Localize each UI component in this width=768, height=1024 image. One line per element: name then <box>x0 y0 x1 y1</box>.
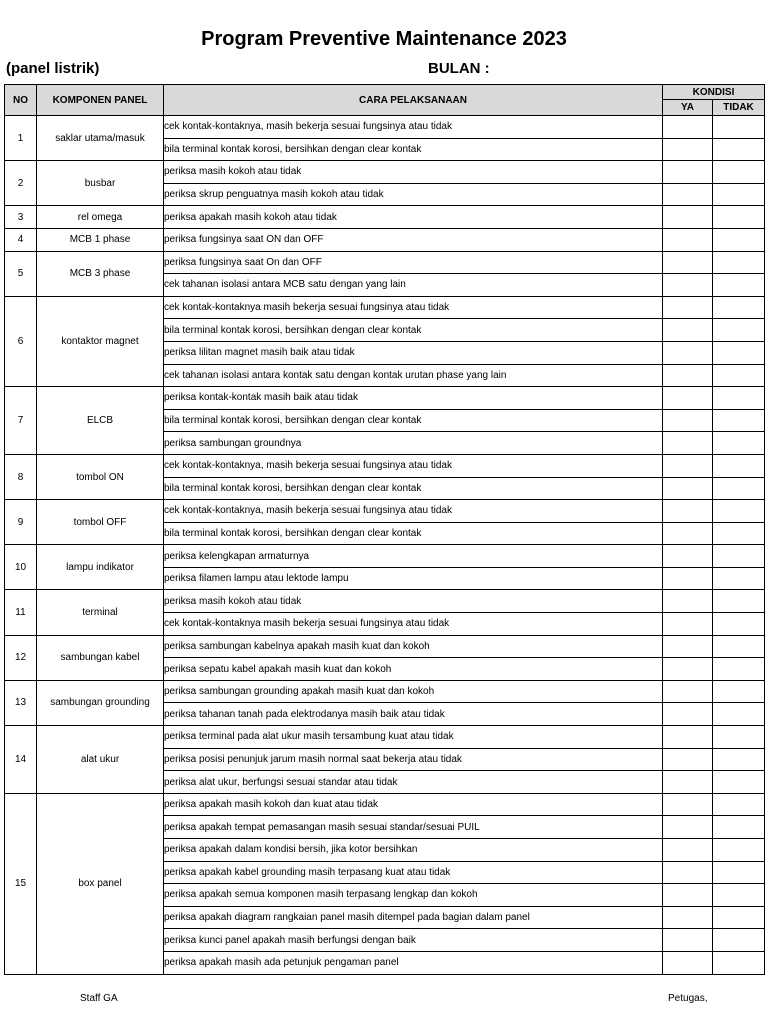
cell-cara-pelaksanaan: cek tahanan isolasi antara kontak satu dengan kontak urutan phase yang lain <box>164 364 663 387</box>
cell-kondisi-tidak[interactable] <box>713 454 765 477</box>
table-row <box>5 387 765 410</box>
cell-kondisi-ya[interactable] <box>663 816 713 839</box>
cell-kondisi-ya[interactable] <box>663 839 713 862</box>
cell-kondisi-ya[interactable] <box>663 477 713 500</box>
cell-cara-pelaksanaan: cek kontak-kontaknya masih bekerja sesuai fungsinya atau tidak <box>164 296 663 319</box>
header-kondisi: KONDISI <box>663 85 765 100</box>
header-cara: CARA PELAKSANAAN <box>164 85 663 116</box>
cell-kondisi-tidak[interactable] <box>713 161 765 184</box>
cell-cara-pelaksanaan: periksa kontak-kontak masih baik atau tidak <box>164 387 663 410</box>
cell-kondisi-tidak[interactable] <box>713 500 765 523</box>
cell-no: 10 <box>5 545 37 590</box>
table-row <box>5 726 765 749</box>
cell-cara-pelaksanaan: cek tahanan isolasi antara MCB satu dengan yang lain <box>164 274 663 297</box>
cell-cara-pelaksanaan: periksa lilitan magnet masih baik atau tidak <box>164 341 663 364</box>
cell-kondisi-ya[interactable] <box>663 161 713 184</box>
cell-kondisi-ya[interactable] <box>663 409 713 432</box>
cell-kondisi-ya[interactable] <box>663 793 713 816</box>
cell-kondisi-tidak[interactable] <box>713 567 765 590</box>
bulan-label: BULAN : <box>428 60 490 77</box>
table-row <box>5 793 765 816</box>
cell-kondisi-ya[interactable] <box>663 454 713 477</box>
cell-cara-pelaksanaan: periksa apakah dalam kondisi bersih, jika kotor bersihkan <box>164 839 663 862</box>
table-header <box>5 85 765 116</box>
cell-cara-pelaksanaan: cek kontak-kontaknya masih bekerja sesuai fungsinya atau tidak <box>164 613 663 636</box>
cell-kondisi-tidak[interactable] <box>713 387 765 410</box>
cell-kondisi-tidak[interactable] <box>713 816 765 839</box>
cell-cara-pelaksanaan: periksa apakah kabel grounding masih terpasang kuat atau tidak <box>164 861 663 884</box>
table-row <box>5 228 765 251</box>
cell-kondisi-tidak[interactable] <box>713 771 765 794</box>
cell-cara-pelaksanaan: periksa apakah diagram rangkaian panel masih ditempel pada bagian dalam panel <box>164 906 663 929</box>
cell-komponen: kontaktor magnet <box>37 296 164 386</box>
cell-kondisi-tidak[interactable] <box>713 251 765 274</box>
cell-kondisi-tidak[interactable] <box>713 409 765 432</box>
cell-kondisi-tidak[interactable] <box>713 477 765 500</box>
cell-kondisi-tidak[interactable] <box>713 884 765 907</box>
cell-kondisi-ya[interactable] <box>663 658 713 681</box>
cell-komponen: busbar <box>37 161 164 206</box>
cell-kondisi-tidak[interactable] <box>713 206 765 229</box>
cell-kondisi-tidak[interactable] <box>713 680 765 703</box>
cell-komponen: terminal <box>37 590 164 635</box>
cell-cara-pelaksanaan: periksa masih kokoh atau tidak <box>164 161 663 184</box>
cell-komponen: saklar utama/masuk <box>37 116 164 161</box>
cell-cara-pelaksanaan: cek kontak-kontaknya, masih bekerja sesuai fungsinya atau tidak <box>164 500 663 523</box>
cell-kondisi-ya[interactable] <box>663 183 713 206</box>
cell-kondisi-ya[interactable] <box>663 251 713 274</box>
cell-kondisi-tidak[interactable] <box>713 929 765 952</box>
cell-cara-pelaksanaan: bila terminal kontak korosi, bersihkan dengan clear kontak <box>164 477 663 500</box>
cell-cara-pelaksanaan: periksa sambungan groundnya <box>164 432 663 455</box>
cell-komponen: tombol OFF <box>37 500 164 545</box>
cell-kondisi-tidak[interactable] <box>713 613 765 636</box>
cell-kondisi-ya[interactable] <box>663 432 713 455</box>
cell-kondisi-tidak[interactable] <box>713 726 765 749</box>
footer-staff-ga: Staff GA <box>80 993 118 1004</box>
cell-kondisi-tidak[interactable] <box>713 951 765 974</box>
cell-kondisi-ya[interactable] <box>663 567 713 590</box>
cell-kondisi-tidak[interactable] <box>713 183 765 206</box>
cell-cara-pelaksanaan: periksa masih kokoh atau tidak <box>164 590 663 613</box>
cell-kondisi-ya[interactable] <box>663 680 713 703</box>
cell-kondisi-ya[interactable] <box>663 703 713 726</box>
document-title: Program Preventive Maintenance 2023 <box>201 28 567 50</box>
header-ya: YA <box>663 100 713 116</box>
cell-cara-pelaksanaan: periksa sepatu kabel apakah masih kuat dan kokoh <box>164 658 663 681</box>
cell-no: 14 <box>5 726 37 794</box>
cell-komponen: tombol ON <box>37 454 164 499</box>
cell-kondisi-tidak[interactable] <box>713 364 765 387</box>
cell-cara-pelaksanaan: periksa kelengkapan armaturnya <box>164 545 663 568</box>
table-body <box>5 116 765 975</box>
footer-petugas: Petugas, <box>668 993 708 1004</box>
header-tidak: TIDAK <box>713 100 765 116</box>
cell-kondisi-tidak[interactable] <box>713 545 765 568</box>
cell-kondisi-tidak[interactable] <box>713 432 765 455</box>
cell-no: 11 <box>5 590 37 635</box>
table-row <box>5 500 765 523</box>
cell-kondisi-tidak[interactable] <box>713 658 765 681</box>
cell-cara-pelaksanaan: periksa kunci panel apakah masih berfungsi dengan baik <box>164 929 663 952</box>
cell-kondisi-tidak[interactable] <box>713 793 765 816</box>
cell-kondisi-tidak[interactable] <box>713 296 765 319</box>
cell-no: 1 <box>5 116 37 161</box>
cell-kondisi-tidak[interactable] <box>713 861 765 884</box>
cell-no: 8 <box>5 454 37 499</box>
cell-cara-pelaksanaan: periksa tahanan tanah pada elektrodanya masih baik atau tidak <box>164 703 663 726</box>
cell-kondisi-ya[interactable] <box>663 387 713 410</box>
cell-kondisi-tidak[interactable] <box>713 839 765 862</box>
cell-no: 2 <box>5 161 37 206</box>
cell-cara-pelaksanaan: periksa apakah tempat pemasangan masih sesuai standar/sesuai PUIL <box>164 816 663 839</box>
cell-kondisi-ya[interactable] <box>663 274 713 297</box>
cell-no: 4 <box>5 228 37 251</box>
cell-kondisi-tidak[interactable] <box>713 590 765 613</box>
cell-kondisi-ya[interactable] <box>663 138 713 161</box>
cell-komponen: lampu indikator <box>37 545 164 590</box>
table-row <box>5 545 765 568</box>
maintenance-table <box>4 84 765 975</box>
cell-kondisi-ya[interactable] <box>663 748 713 771</box>
cell-cara-pelaksanaan: periksa apakah semua komponen masih terpasang lengkap dan kokoh <box>164 884 663 907</box>
cell-kondisi-tidak[interactable] <box>713 138 765 161</box>
table-row <box>5 635 765 658</box>
cell-kondisi-ya[interactable] <box>663 929 713 952</box>
cell-komponen: rel omega <box>37 206 164 229</box>
header-no: NO <box>5 85 37 116</box>
cell-kondisi-tidak[interactable] <box>713 522 765 545</box>
cell-no: 3 <box>5 206 37 229</box>
table-row <box>5 680 765 703</box>
cell-cara-pelaksanaan: bila terminal kontak korosi, bersihkan dengan clear kontak <box>164 409 663 432</box>
cell-no: 12 <box>5 635 37 680</box>
cell-cara-pelaksanaan: periksa skrup penguatnya masih kokoh atau tidak <box>164 183 663 206</box>
cell-kondisi-ya[interactable] <box>663 319 713 342</box>
cell-cara-pelaksanaan: periksa apakah masih kokoh dan kuat atau tidak <box>164 793 663 816</box>
cell-no: 13 <box>5 680 37 725</box>
cell-cara-pelaksanaan: periksa sambungan kabelnya apakah masih kuat dan kokoh <box>164 635 663 658</box>
cell-kondisi-ya[interactable] <box>663 206 713 229</box>
cell-cara-pelaksanaan: periksa filamen lampu atau lektode lampu <box>164 567 663 590</box>
cell-cara-pelaksanaan: periksa terminal pada alat ukur masih tersambung kuat atau tidak <box>164 726 663 749</box>
table-row <box>5 206 765 229</box>
cell-kondisi-tidak[interactable] <box>713 703 765 726</box>
cell-kondisi-ya[interactable] <box>663 613 713 636</box>
cell-cara-pelaksanaan: bila terminal kontak korosi, bersihkan dengan clear kontak <box>164 138 663 161</box>
table-row <box>5 116 765 139</box>
cell-cara-pelaksanaan: periksa posisi penunjuk jarum masih normal saat bekerja atau tidak <box>164 748 663 771</box>
table-row <box>5 251 765 274</box>
cell-komponen: alat ukur <box>37 726 164 794</box>
cell-kondisi-ya[interactable] <box>663 500 713 523</box>
cell-komponen: ELCB <box>37 387 164 455</box>
cell-cara-pelaksanaan: periksa apakah masih ada petunjuk pengaman panel <box>164 951 663 974</box>
table-row <box>5 161 765 184</box>
cell-no: 5 <box>5 251 37 296</box>
cell-komponen: sambungan kabel <box>37 635 164 680</box>
cell-kondisi-ya[interactable] <box>663 951 713 974</box>
cell-kondisi-ya[interactable] <box>663 228 713 251</box>
cell-kondisi-ya[interactable] <box>663 296 713 319</box>
cell-komponen: sambungan grounding <box>37 680 164 725</box>
cell-kondisi-ya[interactable] <box>663 861 713 884</box>
cell-kondisi-ya[interactable] <box>663 545 713 568</box>
cell-komponen: MCB 3 phase <box>37 251 164 296</box>
cell-kondisi-ya[interactable] <box>663 726 713 749</box>
cell-kondisi-ya[interactable] <box>663 635 713 658</box>
cell-no: 6 <box>5 296 37 386</box>
cell-kondisi-tidak[interactable] <box>713 341 765 364</box>
cell-kondisi-ya[interactable] <box>663 884 713 907</box>
cell-kondisi-ya[interactable] <box>663 341 713 364</box>
header-komponen: KOMPONEN PANEL <box>37 85 164 116</box>
cell-kondisi-ya[interactable] <box>663 116 713 139</box>
document-subtitle: (panel listrik) <box>6 60 100 77</box>
cell-cara-pelaksanaan: bila terminal kontak korosi, bersihkan dengan clear kontak <box>164 522 663 545</box>
cell-cara-pelaksanaan: cek kontak-kontaknya, masih bekerja sesuai fungsinya atau tidak <box>164 116 663 139</box>
cell-cara-pelaksanaan: periksa alat ukur, berfungsi sesuai standar atau tidak <box>164 771 663 794</box>
cell-cara-pelaksanaan: bila terminal kontak korosi, bersihkan dengan clear kontak <box>164 319 663 342</box>
cell-komponen: MCB 1 phase <box>37 228 164 251</box>
cell-cara-pelaksanaan: periksa fungsinya saat On dan OFF <box>164 251 663 274</box>
cell-cara-pelaksanaan: periksa fungsinya saat ON dan OFF <box>164 228 663 251</box>
cell-kondisi-tidak[interactable] <box>713 635 765 658</box>
cell-kondisi-ya[interactable] <box>663 906 713 929</box>
table-row <box>5 296 765 319</box>
cell-kondisi-tidak[interactable] <box>713 274 765 297</box>
cell-cara-pelaksanaan: periksa sambungan grounding apakah masih kuat dan kokoh <box>164 680 663 703</box>
cell-kondisi-ya[interactable] <box>663 522 713 545</box>
cell-cara-pelaksanaan: periksa apakah masih kokoh atau tidak <box>164 206 663 229</box>
cell-no: 7 <box>5 387 37 455</box>
cell-komponen: box panel <box>37 793 164 974</box>
cell-kondisi-ya[interactable] <box>663 771 713 794</box>
table-row <box>5 590 765 613</box>
cell-kondisi-tidak[interactable] <box>713 116 765 139</box>
table-row <box>5 454 765 477</box>
cell-kondisi-tidak[interactable] <box>713 906 765 929</box>
cell-no: 9 <box>5 500 37 545</box>
cell-cara-pelaksanaan: cek kontak-kontaknya, masih bekerja sesuai fungsinya atau tidak <box>164 454 663 477</box>
cell-kondisi-tidak[interactable] <box>713 748 765 771</box>
cell-kondisi-ya[interactable] <box>663 590 713 613</box>
cell-no: 15 <box>5 793 37 974</box>
cell-kondisi-tidak[interactable] <box>713 228 765 251</box>
cell-kondisi-tidak[interactable] <box>713 319 765 342</box>
cell-kondisi-ya[interactable] <box>663 364 713 387</box>
